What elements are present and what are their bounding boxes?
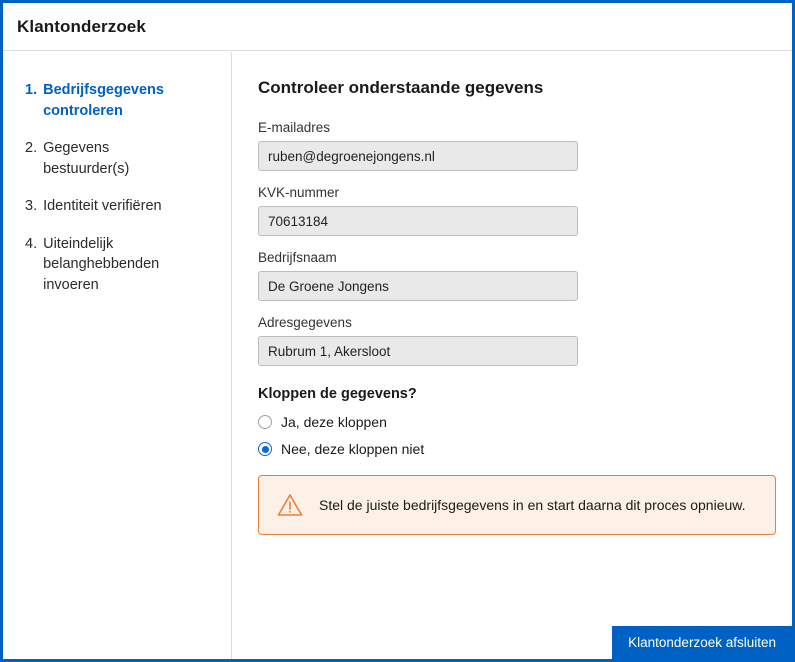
window-body bbox=[3, 52, 792, 659]
radio-option-no[interactable] bbox=[258, 441, 792, 457]
sidebar-step-1[interactable] bbox=[3, 80, 231, 121]
sidebar-step-4-number: 4. bbox=[25, 235, 38, 252]
radio-option-yes[interactable] bbox=[258, 414, 792, 430]
warning-triangle-icon bbox=[277, 492, 303, 518]
field-email bbox=[258, 120, 792, 171]
sidebar-step-1-label: Bedrijfsgegevens controleren bbox=[43, 82, 164, 119]
kvk-number-field[interactable] bbox=[258, 206, 578, 236]
field-kvk-label: KVK-nummer bbox=[258, 185, 340, 200]
address-field[interactable] bbox=[258, 336, 578, 366]
warning-alert-text: Stel de juiste bedrijfsgegevens in en start daarna dit proces opnieuw. bbox=[319, 497, 746, 513]
sidebar-step-2-label: Gegevens bestuurder(s) bbox=[43, 140, 130, 177]
content-heading: Controleer onderstaande gegevens bbox=[258, 78, 544, 97]
radio-no-icon[interactable] bbox=[258, 442, 272, 456]
field-company-name-label: Bedrijfsnaam bbox=[258, 250, 337, 265]
sidebar-step-3-number: 3. bbox=[25, 198, 38, 215]
sidebar-step-4-label: Uiteindelijk belanghebbenden invoeren bbox=[43, 235, 160, 294]
sidebar-step-3[interactable] bbox=[3, 196, 231, 217]
close-investigation-button[interactable]: Klantonderzoek afsluiten bbox=[612, 626, 792, 659]
field-kvk bbox=[258, 185, 792, 236]
radio-option-yes-label: Ja, deze kloppen bbox=[281, 414, 387, 430]
warning-alert bbox=[258, 475, 776, 535]
sidebar-step-3-label: Identiteit verifiëren bbox=[43, 198, 162, 215]
radio-option-no-label: Nee, deze kloppen niet bbox=[281, 441, 425, 457]
field-company-name bbox=[258, 250, 792, 301]
company-name-field[interactable] bbox=[258, 271, 578, 301]
field-address-label: Adresgegevens bbox=[258, 315, 352, 330]
radio-yes-icon[interactable] bbox=[258, 415, 272, 429]
field-email-label: E-mailadres bbox=[258, 120, 331, 135]
sidebar-step-2-number: 2. bbox=[25, 140, 38, 157]
sidebar-step-1-number: 1. bbox=[25, 82, 38, 98]
step-sidebar bbox=[3, 52, 232, 659]
page-title: Klantonderzoek bbox=[17, 16, 146, 36]
email-field[interactable] bbox=[258, 141, 578, 171]
field-address bbox=[258, 315, 792, 366]
window-header bbox=[3, 3, 792, 51]
sidebar-step-2[interactable] bbox=[3, 138, 231, 179]
confirm-question: Kloppen de gegevens? bbox=[258, 386, 417, 402]
main-content bbox=[232, 52, 792, 659]
sidebar-step-4[interactable] bbox=[3, 234, 231, 296]
